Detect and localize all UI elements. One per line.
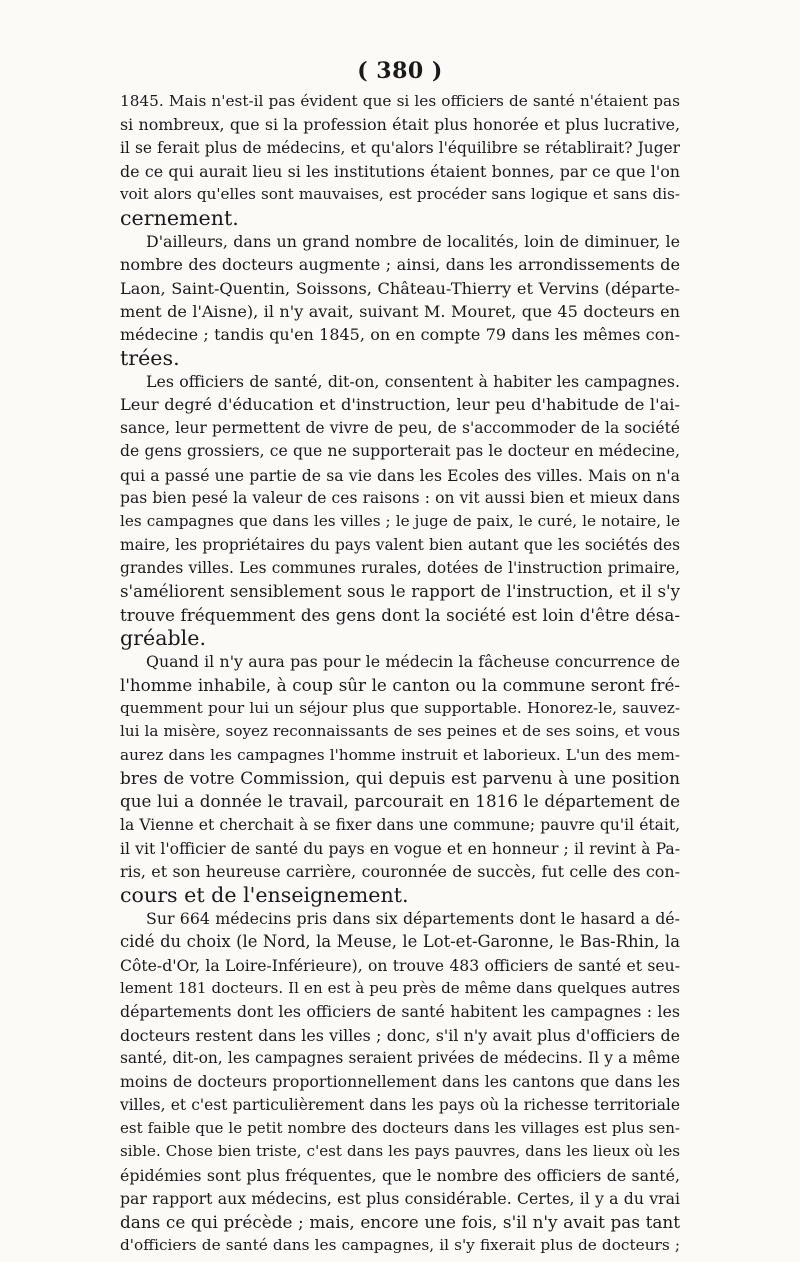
text-line: Leur degré d'éducation et d'instruction, leur peu d'habitude de l'ai- [120, 395, 680, 415]
text-line: cidé du choix (le Nord, la Meuse, le Lot-et-Garonne, le Bas-Rhin, la [120, 932, 680, 952]
page-number: ( 380 ) [357, 58, 443, 84]
text-line: lui la misère, soyez reconnaissants de ses peines et de ses soins, et vous [120, 722, 680, 741]
text-line: docteurs restent dans les villes ; donc, s'il n'y avait plus d'officiers de [120, 1025, 680, 1045]
paragraph [120, 650, 680, 907]
paragraph [120, 907, 680, 1257]
text-line: aurez dans les campagnes l'homme instruit et laborieux. L'un des mem- [120, 745, 680, 764]
text-line: épidémies sont plus fréquentes, que le nombre des officiers de santé, [120, 1165, 680, 1185]
text-line: départements dont les officiers de santé habitent les campagnes : les [120, 1002, 680, 1022]
text-line: maire, les propriétaires du pays valent bien autant que les sociétés des [120, 535, 680, 554]
text-line: il se ferait plus de médecins, et qu'alors l'équilibre se rétablirait? Juger [120, 138, 680, 157]
text-line: trées. [120, 345, 180, 370]
text-line: Côte-d'Or, la Loire-Inférieure), on trouve 483 officiers de santé et seu- [120, 955, 680, 975]
text-line: qui a passé une partie de sa vie dans les Ecoles des villes. Mais on n'a [120, 465, 680, 485]
text-line: trouve fréquemment des gens dont la société est loin d'être désa- [120, 604, 680, 625]
text-line: la Vienne et cherchait à se fixer dans une commune; pauvre qu'il était, [120, 815, 680, 834]
text-line: par rapport aux médecins, est plus considérable. Certes, il y a du vrai [120, 1189, 680, 1209]
text-line: sible. Chose bien triste, c'est dans les pays pauvres, dans les lieux où les [120, 1142, 680, 1161]
text-line: lement 181 docteurs. Il en est à peu près de même dans quelques autres [120, 979, 680, 998]
text-line: de ce qui aurait lieu si les institutions étaient bonnes, par ce que l'on [120, 162, 680, 182]
text-line: santé, dit-on, les campagnes seraient privées de médecins. Il y a même [120, 1049, 680, 1068]
text-line: sance, leur permettent de vivre de peu, de s'accommoder de la société [120, 418, 680, 437]
text-line: voit alors qu'elles sont mauvaises, est procéder sans logique et sans dis- [120, 185, 680, 204]
text-line: si nombreux, que si la profession était plus honorée et plus lucrative, [120, 115, 680, 135]
text-line: Sur 664 médecins pris dans six départements dont le hasard a dé- [146, 909, 680, 929]
text-line: Quand il n'y aura pas pour le médecin la fâcheuse concurrence de [146, 652, 680, 672]
text-line: que lui a donnée le travail, parcourait en 1816 le département de [120, 791, 680, 812]
body-text [120, 90, 680, 1257]
text-line: ris, et son heureuse carrière, couronnée de succès, fut celle des con- [120, 862, 680, 882]
text-line: nombre des docteurs augmente ; ainsi, dans les arrondissements de [120, 255, 680, 275]
text-line: l'homme inhabile, à coup sûr le canton ou la commune seront fré- [120, 674, 680, 695]
text-line: pas bien pesé la valeur de ces raisons : on vit aussi bien et mieux dans [120, 488, 680, 507]
text-line: D'ailleurs, dans un grand nombre de localités, loin de diminuer, le [146, 232, 680, 252]
paragraph [120, 230, 680, 370]
text-line: cernement. [120, 205, 239, 230]
text-line: médecine ; tandis qu'en 1845, on en compte 79 dans les mêmes con- [120, 325, 680, 345]
paragraph [120, 370, 680, 650]
text-line: quemment pour lui un séjour plus que supportable. Honorez-le, sauvez- [120, 698, 680, 717]
text-line: il vit l'officier de santé du pays en vogue et en honneur ; il revint à Pa- [120, 839, 680, 858]
text-line: d'officiers de santé dans les campagnes, il s'y fixerait plus de docteurs ; [120, 1235, 680, 1254]
text-line: Les officiers de santé, dit-on, consentent à habiter les campagnes. [146, 372, 680, 392]
text-line: dans ce qui précède ; mais, encore une fois, s'il n'y avait pas tant [120, 1211, 680, 1232]
text-line: moins de docteurs proportionnellement dans les cantons que dans les [120, 1072, 680, 1092]
text-line: est faible que le petit nombre des docteurs dans les villages est plus sen- [120, 1119, 680, 1138]
text-line: 1845. Mais n'est-il pas évident que si les officiers de santé n'étaient pas [120, 92, 680, 110]
text-line: villes, et c'est particulièrement dans les pays où la richesse territoriale [120, 1095, 680, 1114]
text-line: Laon, Saint-Quentin, Soissons, Château-Thierry et Vervins (départe- [120, 278, 680, 298]
text-line: gréable. [120, 625, 206, 650]
text-line: s'améliorent sensiblement sous le rapport de l'instruction, et il s'y [120, 582, 680, 602]
text-line: les campagnes que dans les villes ; le juge de paix, le curé, le notaire, le [120, 512, 680, 531]
text-line: de gens grossiers, ce que ne supporterait pas le docteur en médecine, [120, 442, 680, 461]
text-line: cours et de l'enseignement. [120, 882, 409, 907]
paragraph [120, 90, 680, 230]
text-line: grandes villes. Les communes rurales, dotées de l'instruction primaire, [120, 558, 680, 577]
text-line: bres de votre Commission, qui depuis est parvenu à une position [120, 767, 680, 788]
text-line: ment de l'Aisne), il n'y avait, suivant M. Mouret, que 45 docteurs en [120, 302, 680, 322]
